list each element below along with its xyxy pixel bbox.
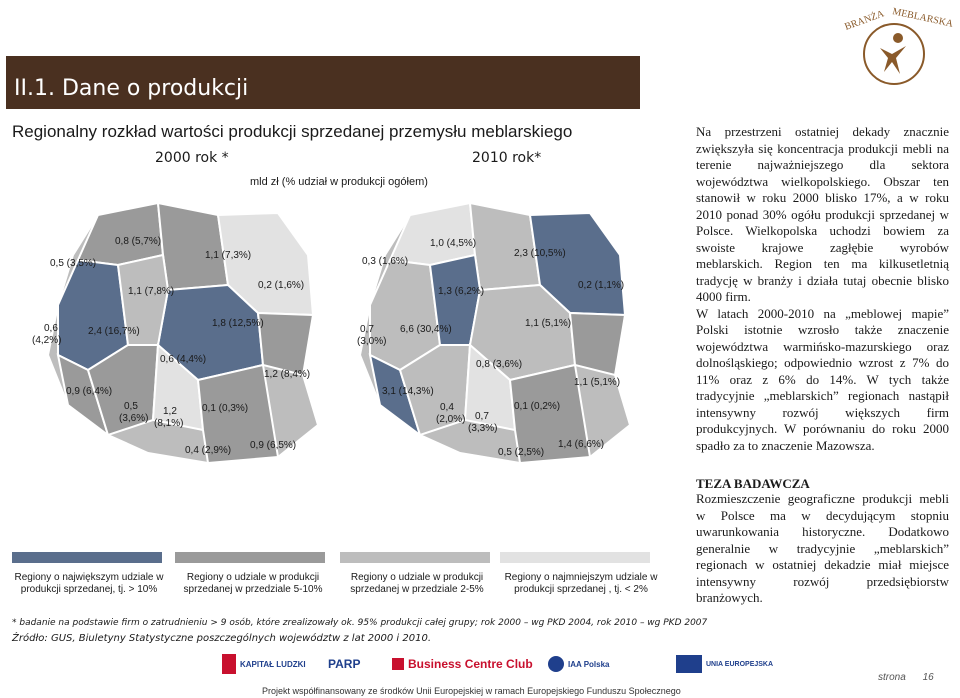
map-2000-label: 0,4 (2,9%) <box>185 445 232 456</box>
map-2010-label: (3,0%) <box>357 336 387 347</box>
map-2000-label: 0,8 (5,7%) <box>115 236 162 247</box>
map-2010-label: 6,6 (30,4%) <box>400 324 452 335</box>
map-2010-label: (2,0%) <box>436 414 466 425</box>
teza-text: Rozmieszczenie geograficzne produkcji mebli w Polsce ma w decydującym stopniu uwarunkowania historyczne. Dodatkowo generalnie w tradycyjnie „meblarskich” regionach w ostatniej dekadzie miał miejsce intensywny rozwój przedsiębiorstw branżowych. <box>696 491 949 605</box>
region-shape <box>258 313 313 375</box>
map-2000-label: 0,6 <box>44 323 58 334</box>
map-2010-label: 0,8 (3,6%) <box>476 359 523 370</box>
map-2000-label: 1,8 (12,5%) <box>212 318 264 329</box>
page-label: strona <box>878 672 906 683</box>
map-2010-label: 0,2 (1,1%) <box>578 280 625 291</box>
map-2000-label: 0,5 (3,5%) <box>50 258 97 269</box>
legend-label-5-10: Regiony o udziale w produkcji sprzedanej w przedziale 5-10% <box>183 572 323 595</box>
legend-swatch-lt2 <box>500 552 650 563</box>
map-2010-label: 1,4 (6,6%) <box>558 439 605 450</box>
logo-business-centre-club <box>392 650 533 678</box>
map-2010-label: 0,1 (0,2%) <box>514 401 561 412</box>
map-2000-label: (8,1%) <box>154 418 184 429</box>
logo-eu-text: UNIA EUROPEJSKA <box>706 660 774 668</box>
funding-statement: Projekt współfinansowany ze środków Unii Europejskiej w ramach Europejskiego Funduszu Społecznego <box>262 686 681 696</box>
page-number-value: 16 <box>922 672 934 683</box>
map-2000-label: 1,2 <box>163 406 177 417</box>
map-2000-label: 2,4 (16,7%) <box>88 326 140 337</box>
footnote-source: Źródło: GUS, Biuletyny Statystyczne poszczególnych województw z lat 2000 i 2010. <box>12 633 432 644</box>
logo-kapital-ludzki-text: KAPITAŁ LUDZKI <box>240 659 306 669</box>
section-title-bar <box>6 56 640 109</box>
map-2010-label: 0,7 <box>475 411 489 422</box>
logo-kapital-ludzki <box>222 650 306 678</box>
year-2000-label: 2000 rok * <box>155 150 229 166</box>
map-2000-label: 1,1 (7,3%) <box>205 250 252 261</box>
legend-label-lt2: Regiony o najmniejszym udziale w produkcji sprzedanej , tj. < 2% <box>504 572 658 595</box>
map-2010-label: 2,3 (10,5%) <box>514 248 566 259</box>
legend-swatch-2-5 <box>340 552 490 563</box>
map-2010-label: 0,5 (2,5%) <box>498 447 545 458</box>
svg-text:MEBLARSKA: MEBLARSKA <box>891 6 955 30</box>
map-2000-label: 0,1 (0,3%) <box>202 403 249 414</box>
logo-unia-europejska <box>676 650 773 678</box>
section-title: II.1. Dane o produkcji <box>14 76 249 101</box>
legend-swatch-5-10 <box>175 552 325 563</box>
logo-parp <box>328 650 360 678</box>
logo-iaa-text: IAA Polska <box>568 659 610 669</box>
map-2010-label: (3,3%) <box>468 423 498 434</box>
region-shape <box>78 203 163 265</box>
map-2000-label: 1,2 (8,4%) <box>264 369 311 380</box>
logo-iaa-polska <box>548 650 610 678</box>
legend-label-2-5: Regiony o udziale w produkcji sprzedanej w przedziale 2-5% <box>350 572 484 595</box>
paragraph-1: Na przestrzeni ostatniej dekady znacznie zwiększyła się koncentracja produkcji mebli na terenie najważniejszego dla sektora województwa wielkopolskiego. Obszar ten stanowił w roku 2000 blisko 17%, a w roku 2010 ponad 30% ogółu produkcji sprzedanej w Polsce. Wielkopolska uchodzi bowiem za swoiste krajowe zagłębie wyrobów meblarskich. Region ten ma kilkusetletnią tradycję w branży i działa tutaj obecnie blisko 4000 firm. <box>696 124 949 304</box>
map-2010-label: 1,3 (6,2%) <box>438 286 485 297</box>
map-2000-label: 0,5 <box>124 401 138 412</box>
map-2010-label: 1,0 (4,5%) <box>430 238 477 249</box>
legend-swatch-gt10 <box>12 552 162 563</box>
map-2000 <box>28 195 328 475</box>
map-2010-label: 0,4 <box>440 402 454 413</box>
chart-heading: Regionalny rozkład wartości produkcji sprzedanej przemysłu meblarskiego <box>12 122 573 141</box>
paragraph-2: W latach 2000-2010 na „meblowej mapie” Polski istotnie wzrosło także znaczenie województwa warmińsko-mazurskiego oraz dolnośląskiego; odpowiednio wzrost z 7% do 11% oraz z 6% do 14%. W tych także tradycyjnie „meblarskich” regionach nastąpił intensywny rozwój większych firm produkcyjnych. W porównaniu do roku 2000 spadło za to znaczenie Mazowsza. <box>696 305 949 453</box>
map-2010-label: 0,3 (1,6%) <box>362 256 409 267</box>
page-number <box>878 672 934 683</box>
logo-parp-text: PARP <box>328 657 361 671</box>
map-2000-label: 1,1 (7,8%) <box>128 286 175 297</box>
map-2000-label: 0,2 (1,6%) <box>258 280 305 291</box>
unit-subtitle: mld zł (% udział w produkcji ogółem) <box>250 176 428 188</box>
map-2010-label: 1,1 (5,1%) <box>525 318 572 329</box>
map-2000-label: 0,9 (6,5%) <box>250 440 297 451</box>
eu-flag-icon <box>676 655 702 673</box>
right-text <box>696 124 949 454</box>
year-2010-label: 2010 rok* <box>472 150 542 166</box>
map-2000-label: 0,9 (6,4%) <box>66 386 113 397</box>
map-2000-label: (3,6%) <box>119 413 149 424</box>
footnote-method: * badanie na podstawie firm o zatrudnieniu > 9 osób, które zrealizowały ok. 95% produkcji całej grupy; rok 2000 – wg PKD 2004, rok 2010 – wg PKD 2007 <box>12 618 708 628</box>
region-shape <box>570 313 625 375</box>
map-2010-label: 0,7 <box>360 324 374 335</box>
teza-title: TEZA BADAWCZA <box>696 476 810 491</box>
legend-label-gt10: Regiony o największym udziale w produkcji sprzedanej, tj. > 10% <box>14 572 164 595</box>
map-2010-label: 3,1 (14,3%) <box>382 386 434 397</box>
branza-meblarska-logo <box>826 0 956 108</box>
map-2000-label: 0,6 (4,4%) <box>160 354 207 365</box>
logo-bcc-text: Business Centre Club <box>408 657 533 671</box>
map-2010-label: 1,1 (5,1%) <box>574 377 621 388</box>
svg-text:BRANŻA: BRANŻA <box>843 8 886 33</box>
map-2000-label: (4,2%) <box>32 335 62 346</box>
